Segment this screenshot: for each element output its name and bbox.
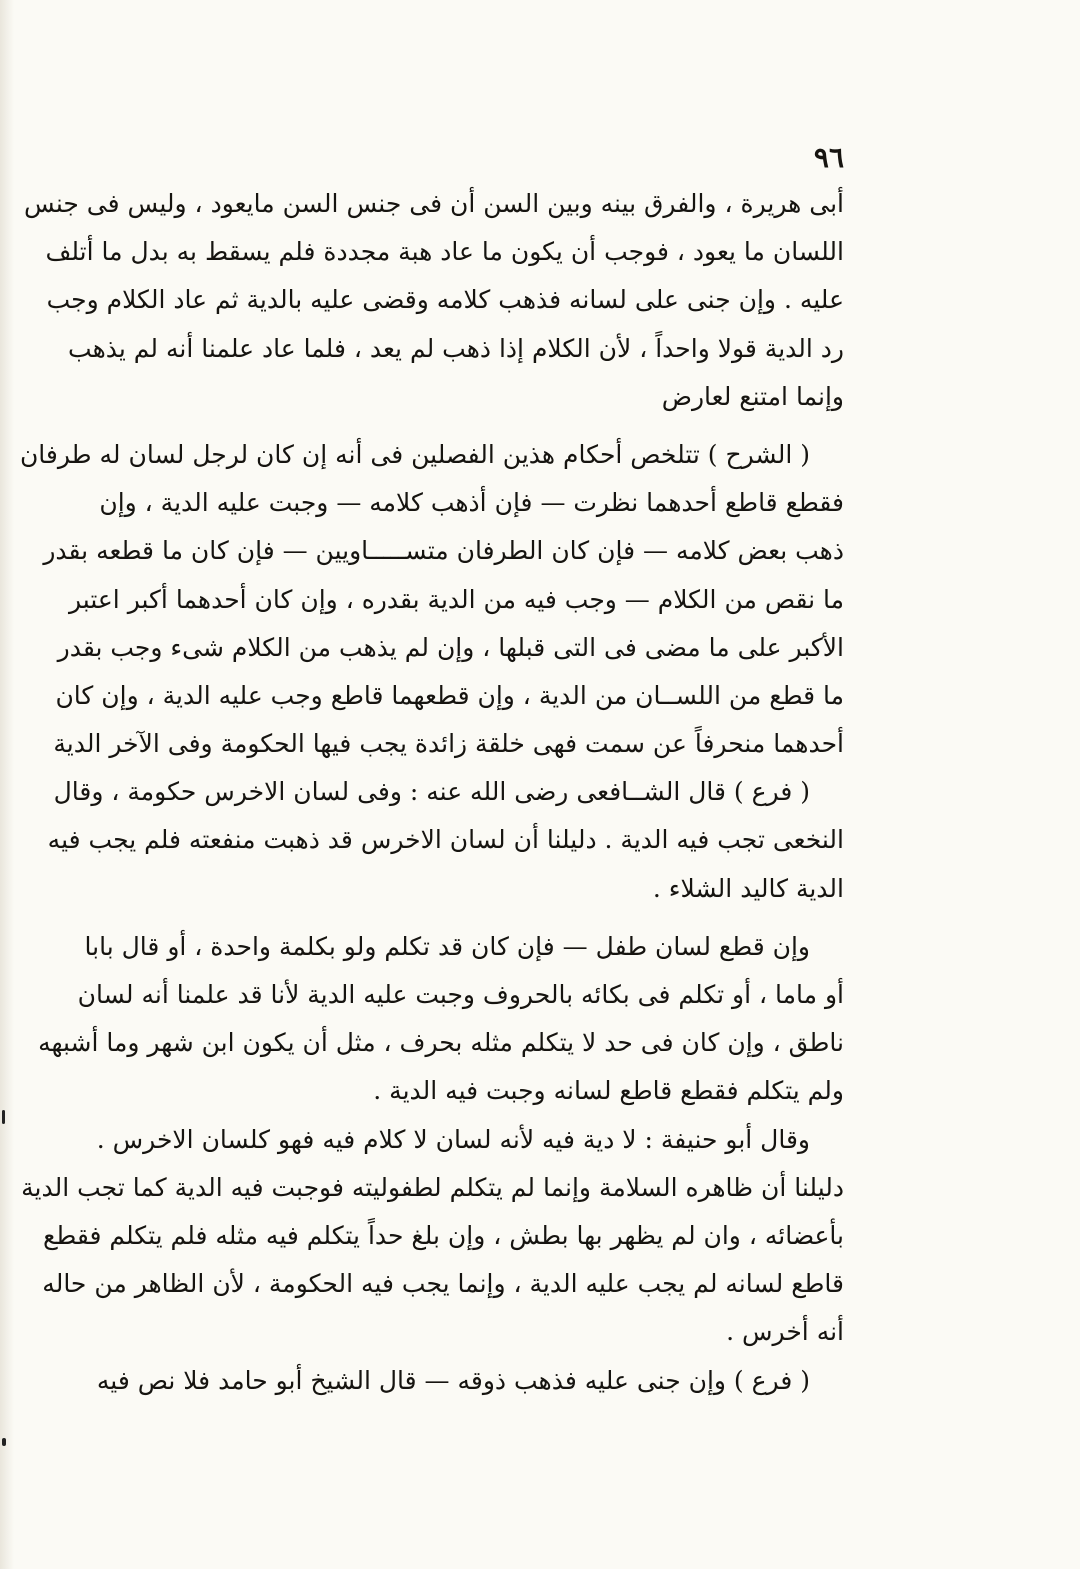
text-line: أو ماما ، أو تكلم فى بكائه بالحروف وجبت عليه الدية لأنا قد علمنا أنه لسان (77, 980, 844, 1009)
page-number: ٩٦ (813, 141, 844, 174)
scan-speck (2, 1438, 6, 1446)
text-line: ذهب بعض كلامه — فإن كان الطرفان متســـــاويين — فإن كان ما قطعه بقدر (43, 536, 844, 566)
text-line: دليلنا أن ظاهره السلامة وإنما لم يتكلم لطفوليته فوجبت فيه الدية كما تجب الدية (21, 1172, 844, 1202)
text-line: أحدهما منحرفاً عن سمت فهى خلقة زائدة يجب فيها الحكومة وفى الآخر الدية (53, 729, 844, 759)
text-line: وقال أبو حنيفة : لا دية فيه لأنه لسان لا كلام فيه فهو كلسان الاخرس . (96, 1124, 810, 1154)
paragraph-continuation (23, 180, 844, 421)
page-text (19, 180, 844, 1405)
text-line: ( فرع ) وإن جنى عليه فذهب ذوقه — قال الشيخ أبو حامد فلا نص فيه (96, 1365, 810, 1395)
text-line: ولم يتكلم فقطع قاطع لسانه وجبت فيه الدية . (373, 1076, 844, 1106)
paragraph-abu-hanifa (21, 1116, 844, 1357)
scan-speck (2, 1110, 5, 1124)
paragraph-child-tongue (38, 923, 844, 1116)
text-line: وإن قطع لسان طفل — فإن كان قد تكلم ولو بكلمة واحدة ، أو قال بابا (84, 931, 810, 961)
text-line: ناطق ، وإن كان فى حد لا يتكلم مثله بحرف ، مثل أن يكون ابن شهر وما أشبهه (38, 1028, 844, 1058)
text-line: النخعى تجب فيه الدية . دليلنا أن لسان الاخرس قد ذهبت منفعته فلم يجب فيه (47, 825, 844, 855)
text-line: الأكبر على ما مضى فى التى قبلها ، وإن لم يذهب من الكلام شىء وجب بقدر (57, 632, 844, 662)
text-line: ( الشرح ) تتلخص أحكام هذين الفصلين فى أنه إن كان لرجل لسان له طرفان (19, 439, 810, 469)
text-line: وإنما امتنع لعارض (661, 381, 844, 411)
text-line: فقطع قاطع أحدهما نظرت — فإن أذهب كلامه — وجبت عليه الدية ، وإن (99, 488, 844, 518)
text-line: أنه أخرس . (726, 1317, 844, 1347)
text-line: رد الدية قولا واحداً ، لأن الكلام إذا ذهب لم يعد ، فلما عاد علمنا أنه لم يذهب (68, 333, 844, 363)
text-line: ( فرع ) قال الشــافعى رضى الله عنه : وفى لسان الاخرس حكومة ، وقال (53, 777, 810, 807)
text-line: ما نقص من الكلام — وجب فيه من الدية بقدره ، وإن كان أحدهما أكبر اعتبر (69, 584, 844, 614)
scan-left-edge (0, 0, 14, 1569)
paragraph-branch-mute-tongue (47, 768, 844, 913)
text-line: أبى هريرة ، والفرق بينه وبين السن أن فى جنس السن مايعود ، وليس فى جنس (23, 189, 844, 218)
text-line: ما قطع من اللســان من الدية ، وإن قطعهما قاطع وجب عليه الدية ، وإن كان (55, 680, 844, 710)
paragraph-commentary (19, 431, 844, 768)
text-line: بأعضائه ، وان لم يظهر بها بطش ، وإن بلغ حداً يتكلم فيه مثله فلم يتكلم فقطع (43, 1220, 844, 1250)
text-line: الدية كاليد الشلاء . (652, 873, 844, 903)
text-line: اللسان ما يعود ، فوجب أن يكون ما عاد هبة مجددة فلم يسقط به بدل ما أتلف (45, 237, 844, 267)
paragraph-branch-taste (96, 1357, 844, 1405)
text-line: عليه . وإن جنى على لسانه فذهب كلامه وقضى عليه بالدية ثم عاد الكلام وجب (46, 285, 844, 315)
text-line: قاطع لسانه لم يجب عليه الدية ، وإنما يجب فيه الحكومة ، لأن الظاهر من حاله (42, 1269, 844, 1299)
